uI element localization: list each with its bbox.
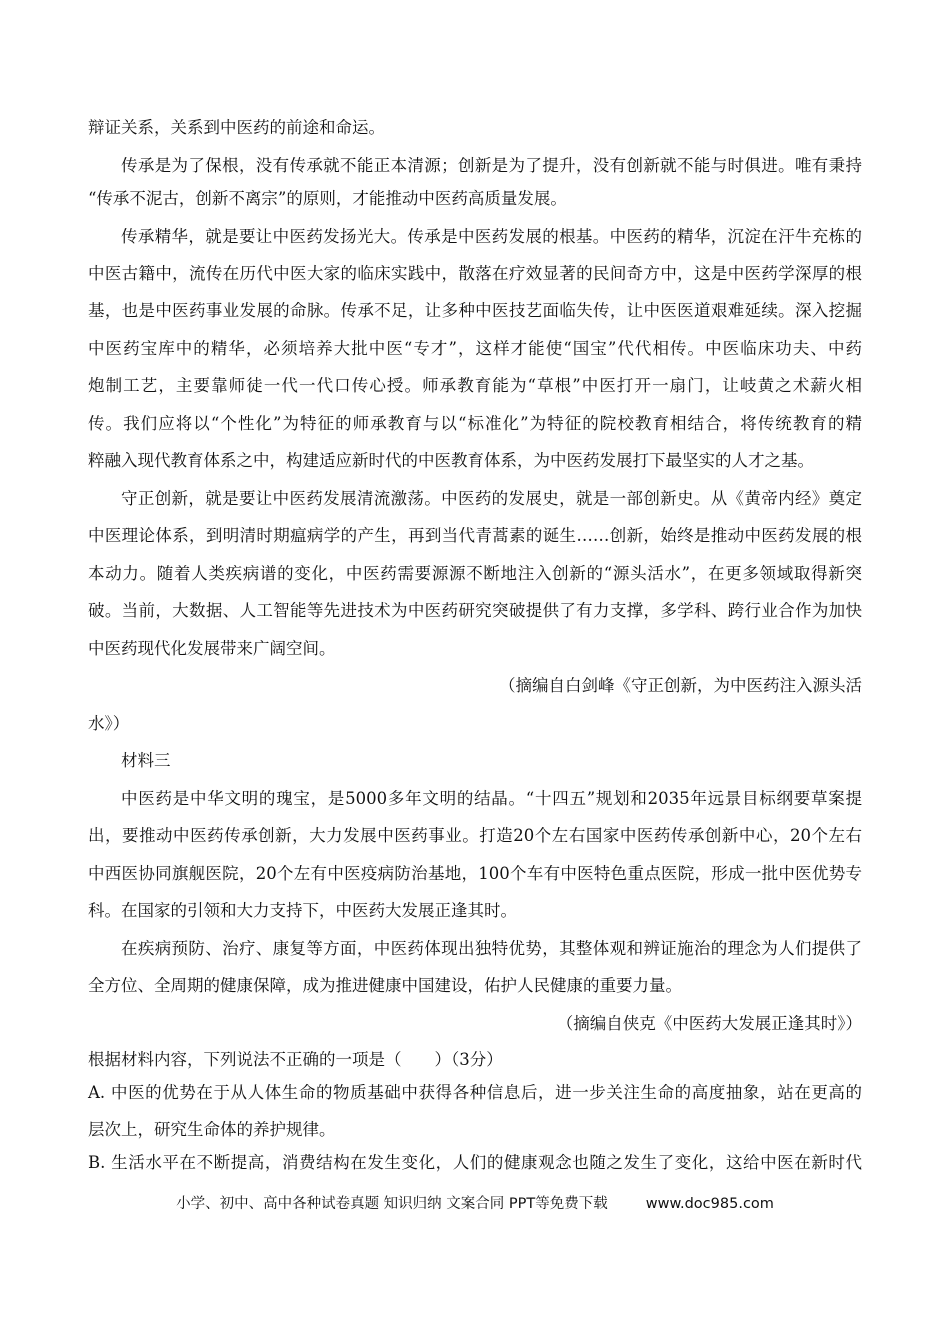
text-line: 出，要推动中医药传承创新，大力发展中医药事业。打造20个左右国家中医药传承创新中心，20个左右 [88, 826, 862, 845]
text-line: 在疾病预防、治疗、康复等方面，中医药体现出独特优势，其整体观和辨证施治的理念为人们提供了 [121, 939, 862, 958]
option-a-cont: 层次上，研究生命体的养护规律。 [88, 1120, 336, 1139]
page-footer [0, 1192, 950, 1213]
text-line: 守正创新，就是要让中医药发展清流激荡。中医药的发展史，就是一部创新史。从《黄帝内经》奠定 [121, 489, 862, 508]
text-line: 中医古籍中，流传在历代中医大家的临床实践中，散落在疗效显著的民间奇方中，这是中医药学深厚的根 [88, 264, 862, 283]
text-line: 破。当前，大数据、人工智能等先进技术为中医药研究突破提供了有力支撑，多学科、跨行业合作为加快 [88, 601, 862, 620]
text-line: 粹融入现代教育体系之中，构建适应新时代的中医教育体系，为中医药发展打下最坚实的人才之基。 [88, 451, 814, 470]
option-a: A. 中医的优势在于从人体生命的物质基础中获得各种信息后，进一步关注生命的高度抽象，站在更高的 [88, 1083, 862, 1102]
option-b: B. 生活水平在不断提高，消费结构在发生变化，人们的健康观念也随之发生了变化，这给中医在新时代 [88, 1153, 862, 1172]
text-line: 全方位、全周期的健康保障，成为推进健康中国建设，佑护人民健康的重要力量。 [88, 976, 682, 995]
section-heading: 材料三 [121, 751, 171, 770]
text-line: 辩证关系，关系到中医药的前途和命运。 [88, 118, 385, 137]
question-stem: 根据材料内容，下列说法不正确的一项是（ ）（3分） [88, 1050, 503, 1069]
source-citation-cont: 水》） [88, 714, 130, 733]
text-line: 中西医协同旗舰医院，20个左有中医疫病防治基地，100个车有中医特色重点医院，形成一批中医优势专 [88, 864, 862, 883]
text-line: 中医药是中华文明的瑰宝，是5000多年文明的结晶。“十四五”规划和2035年远景目标纲要草案提 [121, 789, 862, 808]
text-line: 中医药宝库中的精华，必须培养大批中医“专才”，这样才能使“国宝”代代相传。中医临床功夫、中药 [88, 339, 862, 358]
text-line: 本动力。随着人类疾病谱的变化，中医药需要源源不断地注入创新的“源头活水”，在更多领域取得新突 [88, 564, 862, 583]
text-line: 传承是为了保根，没有传承就不能正本清源；创新是为了提升，没有创新就不能与时俱进。唯有秉持 [121, 156, 862, 175]
text-line: 传承精华，就是要让中医药发扬光大。传承是中医药发展的根基。中医药的精华，沉淀在汗牛充栋的 [121, 227, 862, 246]
text-line: 科。在国家的引领和大力支持下，中医药大发展正逢其时。 [88, 901, 517, 920]
text-line: 中医药现代化发展带来广阔空间。 [88, 639, 336, 658]
source-citation: （摘编自白剑峰《守正创新，为中医药注入源头活 [499, 676, 862, 695]
text-line: 传。我们应将以“个性化”为特征的师承教育与以“标准化”为特征的院校教育相结合，将传统教育的精 [88, 414, 862, 433]
source-citation: （摘编自侠克《中医药大发展正逢其时》） [556, 1014, 862, 1033]
text-line: “传承不泥古，创新不离宗”的原则，才能推动中医药高质量发展。 [88, 189, 567, 208]
text-line: 基，也是中医药事业发展的命脉。传承不足，让多种中医技艺面临失传，让中医医道艰难延续。深入挖掘 [88, 301, 862, 320]
text-line: 中医理论体系，到明清时期瘟病学的产生，再到当代青蒿素的诞生……创新，始终是推动中医药发展的根 [88, 526, 862, 545]
text-line: 炮制工艺，主要靠师徒一代一代口传心授。师承教育能为“草根”中医打开一扇门，让岐黄之术薪火相 [88, 376, 862, 395]
footer-text: 小学、初中、高中各种试卷真题 知识归纳 文案合同 PPT等免费下载 [176, 1196, 608, 1212]
footer-site-link[interactable]: www.doc985.com [645, 1196, 774, 1212]
